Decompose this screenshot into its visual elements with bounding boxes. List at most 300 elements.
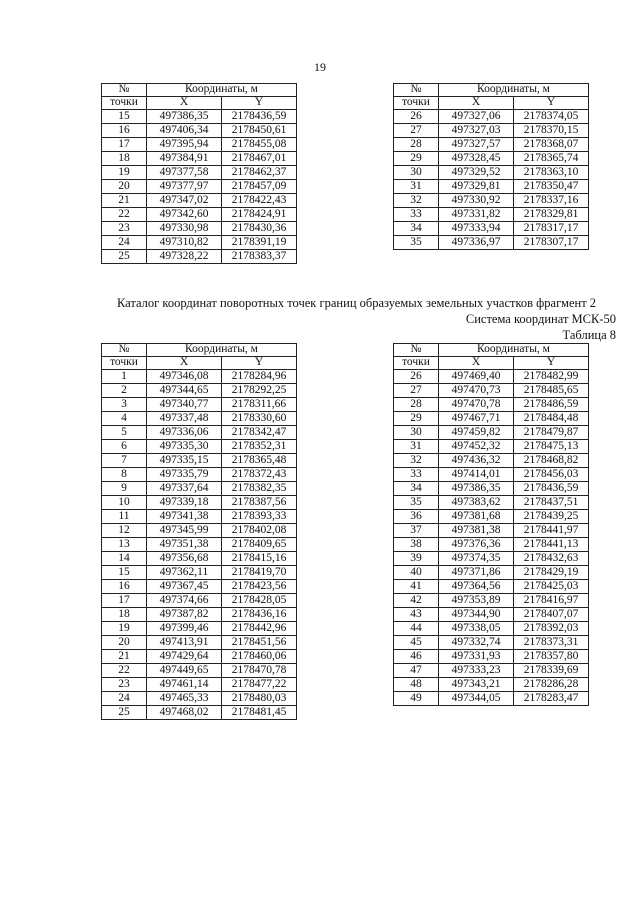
point-number: 6 xyxy=(102,440,147,454)
point-number: 32 xyxy=(394,454,439,468)
coordinate-system-label: Система координат МСК-50 xyxy=(465,312,616,326)
coordinate-x: 497337,48 xyxy=(147,412,222,426)
table-row xyxy=(394,510,589,524)
coordinate-x: 497340,77 xyxy=(147,398,222,412)
header-y: Y xyxy=(222,357,297,370)
coordinate-x: 497381,68 xyxy=(439,510,514,524)
coordinate-y: 2178451,56 xyxy=(222,636,297,650)
coordinate-x: 497386,35 xyxy=(147,110,222,124)
coordinate-y: 2178402,08 xyxy=(222,524,297,538)
coordinate-y: 2178477,22 xyxy=(222,678,297,692)
point-number: 22 xyxy=(102,664,147,678)
coordinate-x: 497335,30 xyxy=(147,440,222,454)
coordinate-y: 2178442,96 xyxy=(222,622,297,636)
coordinate-y: 2178424,91 xyxy=(222,208,297,222)
header-coordinates: Координаты, м xyxy=(147,344,297,357)
coordinate-y: 2178441,13 xyxy=(514,538,589,552)
table-row xyxy=(102,398,297,412)
table-header-row xyxy=(102,357,297,370)
coordinate-y: 2178428,05 xyxy=(222,594,297,608)
table-row xyxy=(102,384,297,398)
coordinate-x: 497395,94 xyxy=(147,138,222,152)
point-number: 45 xyxy=(394,636,439,650)
point-number: 16 xyxy=(102,124,147,138)
table-row xyxy=(102,636,297,650)
coordinate-y: 2178391,19 xyxy=(222,236,297,250)
coordinate-y: 2178460,06 xyxy=(222,650,297,664)
coordinate-x: 497452,32 xyxy=(439,440,514,454)
point-number: 40 xyxy=(394,566,439,580)
coordinate-y: 2178373,31 xyxy=(514,636,589,650)
point-number: 4 xyxy=(102,412,147,426)
table-row xyxy=(102,510,297,524)
table-row xyxy=(394,468,589,482)
point-number: 47 xyxy=(394,664,439,678)
table-row xyxy=(102,594,297,608)
table-header-row xyxy=(394,84,589,97)
table-row xyxy=(394,482,589,496)
coordinate-x: 497367,45 xyxy=(147,580,222,594)
table-row xyxy=(102,166,297,180)
coordinate-x: 497470,73 xyxy=(439,384,514,398)
coordinate-x: 497328,22 xyxy=(147,250,222,264)
point-number: 28 xyxy=(394,138,439,152)
coordinate-x: 497449,65 xyxy=(147,664,222,678)
table-row xyxy=(394,552,589,566)
coordinate-x: 497328,45 xyxy=(439,152,514,166)
coordinate-x: 497386,35 xyxy=(439,482,514,496)
coordinate-x: 497459,82 xyxy=(439,426,514,440)
header-points: точки xyxy=(394,97,439,110)
coordinate-x: 497347,02 xyxy=(147,194,222,208)
table-row xyxy=(394,370,589,384)
table-row xyxy=(102,194,297,208)
table-header-row xyxy=(394,344,589,357)
coordinate-y: 2178382,35 xyxy=(222,482,297,496)
coordinate-x: 497364,56 xyxy=(439,580,514,594)
coordinate-x: 497436,32 xyxy=(439,454,514,468)
table-row xyxy=(102,110,297,124)
coordinate-x: 497327,03 xyxy=(439,124,514,138)
point-number: 31 xyxy=(394,180,439,194)
coordinate-x: 497338,05 xyxy=(439,622,514,636)
coordinate-y: 2178484,48 xyxy=(514,412,589,426)
table-row xyxy=(102,138,297,152)
coordinate-y: 2178425,03 xyxy=(514,580,589,594)
table-row xyxy=(102,482,297,496)
coordinate-x: 497429,64 xyxy=(147,650,222,664)
point-number: 29 xyxy=(394,152,439,166)
table-row xyxy=(394,166,589,180)
coordinate-y: 2178374,05 xyxy=(514,110,589,124)
table-row xyxy=(394,152,589,166)
coordinate-y: 2178283,47 xyxy=(514,692,589,706)
coordinate-y: 2178436,16 xyxy=(222,608,297,622)
table-row xyxy=(102,524,297,538)
table-row xyxy=(394,538,589,552)
table-row xyxy=(102,678,297,692)
coordinate-y: 2178307,17 xyxy=(514,236,589,250)
coordinate-y: 2178432,63 xyxy=(514,552,589,566)
header-x: X xyxy=(439,357,514,370)
catalog-title: Каталог координат поворотных точек границ образуемых земельных участков фрагмент 2 xyxy=(117,296,597,310)
coordinate-y: 2178330,60 xyxy=(222,412,297,426)
coordinate-x: 497343,21 xyxy=(439,678,514,692)
point-number: 13 xyxy=(102,538,147,552)
coordinate-y: 2178337,16 xyxy=(514,194,589,208)
header-coordinates: Координаты, м xyxy=(439,344,589,357)
point-number: 35 xyxy=(394,496,439,510)
point-number: 33 xyxy=(394,208,439,222)
point-number: 3 xyxy=(102,398,147,412)
coordinate-x: 497310,82 xyxy=(147,236,222,250)
coordinate-x: 497469,40 xyxy=(439,370,514,384)
coordinate-y: 2178365,48 xyxy=(222,454,297,468)
point-number: 21 xyxy=(102,194,147,208)
point-number: 15 xyxy=(102,566,147,580)
point-number: 11 xyxy=(102,510,147,524)
coordinate-y: 2178416,97 xyxy=(514,594,589,608)
table-row xyxy=(102,208,297,222)
point-number: 46 xyxy=(394,650,439,664)
page-number: 19 xyxy=(314,60,326,74)
coordinate-x: 497351,38 xyxy=(147,538,222,552)
point-number: 29 xyxy=(394,412,439,426)
point-number: 20 xyxy=(102,180,147,194)
coordinate-x: 497384,91 xyxy=(147,152,222,166)
coordinate-x: 497336,97 xyxy=(439,236,514,250)
coordinate-x: 497329,81 xyxy=(439,180,514,194)
header-number: № xyxy=(102,344,147,357)
table-row xyxy=(394,384,589,398)
coordinate-x: 497337,64 xyxy=(147,482,222,496)
coordinates-table-1 xyxy=(101,83,297,264)
coordinate-x: 497344,65 xyxy=(147,384,222,398)
point-number: 48 xyxy=(394,678,439,692)
coordinate-x: 497399,46 xyxy=(147,622,222,636)
coordinate-x: 497353,89 xyxy=(439,594,514,608)
table-row xyxy=(102,426,297,440)
table-row xyxy=(394,650,589,664)
coordinate-y: 2178286,28 xyxy=(514,678,589,692)
point-number: 41 xyxy=(394,580,439,594)
point-number: 15 xyxy=(102,110,147,124)
header-number: № xyxy=(394,84,439,97)
point-number: 27 xyxy=(394,384,439,398)
table-row xyxy=(394,124,589,138)
table-row xyxy=(394,440,589,454)
point-number: 49 xyxy=(394,692,439,706)
coordinate-x: 497344,05 xyxy=(439,692,514,706)
coordinate-x: 497470,78 xyxy=(439,398,514,412)
header-coordinates: Координаты, м xyxy=(147,84,297,97)
table-row xyxy=(102,370,297,384)
header-coordinates: Координаты, м xyxy=(439,84,589,97)
header-x: X xyxy=(439,97,514,110)
point-number: 43 xyxy=(394,608,439,622)
coordinate-x: 497327,57 xyxy=(439,138,514,152)
header-number: № xyxy=(394,344,439,357)
coordinate-y: 2178372,43 xyxy=(222,468,297,482)
table-row xyxy=(394,496,589,510)
table-row xyxy=(102,236,297,250)
coordinate-x: 497333,94 xyxy=(439,222,514,236)
table-row xyxy=(102,412,297,426)
table-row xyxy=(102,692,297,706)
table-header-row xyxy=(102,84,297,97)
point-number: 38 xyxy=(394,538,439,552)
coordinate-y: 2178470,78 xyxy=(222,664,297,678)
coordinate-y: 2178393,33 xyxy=(222,510,297,524)
coordinate-y: 2178365,74 xyxy=(514,152,589,166)
coordinate-x: 497336,06 xyxy=(147,426,222,440)
table-row xyxy=(394,622,589,636)
coordinate-y: 2178317,17 xyxy=(514,222,589,236)
coordinate-x: 497333,23 xyxy=(439,664,514,678)
coordinate-y: 2178370,15 xyxy=(514,124,589,138)
coordinate-y: 2178329,81 xyxy=(514,208,589,222)
point-number: 18 xyxy=(102,608,147,622)
point-number: 27 xyxy=(394,124,439,138)
header-y: Y xyxy=(514,97,589,110)
table-row xyxy=(102,566,297,580)
point-number: 23 xyxy=(102,222,147,236)
coordinate-y: 2178439,25 xyxy=(514,510,589,524)
table-row xyxy=(394,236,589,250)
point-number: 10 xyxy=(102,496,147,510)
point-number: 7 xyxy=(102,454,147,468)
coordinate-y: 2178462,37 xyxy=(222,166,297,180)
point-number: 26 xyxy=(394,110,439,124)
coordinate-y: 2178284,96 xyxy=(222,370,297,384)
point-number: 25 xyxy=(102,706,147,720)
coordinate-x: 497381,38 xyxy=(439,524,514,538)
table-row xyxy=(102,152,297,166)
coordinate-x: 497376,36 xyxy=(439,538,514,552)
coordinate-y: 2178292,25 xyxy=(222,384,297,398)
coordinate-x: 497413,91 xyxy=(147,636,222,650)
table-row xyxy=(394,412,589,426)
coordinate-x: 497371,86 xyxy=(439,566,514,580)
coordinate-x: 497344,90 xyxy=(439,608,514,622)
coordinate-x: 497468,02 xyxy=(147,706,222,720)
coordinates-table-3 xyxy=(101,343,297,720)
coordinate-y: 2178480,03 xyxy=(222,692,297,706)
table-row xyxy=(394,692,589,706)
coordinate-y: 2178436,59 xyxy=(222,110,297,124)
table-row xyxy=(394,398,589,412)
point-number: 36 xyxy=(394,510,439,524)
point-number: 14 xyxy=(102,552,147,566)
coordinate-x: 497335,79 xyxy=(147,468,222,482)
coordinate-x: 497346,08 xyxy=(147,370,222,384)
table-row xyxy=(394,222,589,236)
coordinate-y: 2178437,51 xyxy=(514,496,589,510)
coordinate-x: 497330,98 xyxy=(147,222,222,236)
point-number: 30 xyxy=(394,166,439,180)
coordinate-x: 497374,35 xyxy=(439,552,514,566)
table-row xyxy=(394,208,589,222)
table-header-row xyxy=(102,344,297,357)
coordinate-x: 497341,38 xyxy=(147,510,222,524)
point-number: 19 xyxy=(102,622,147,636)
coordinate-x: 497329,52 xyxy=(439,166,514,180)
coordinate-y: 2178481,45 xyxy=(222,706,297,720)
table-row xyxy=(394,426,589,440)
table-row xyxy=(102,622,297,636)
table-row xyxy=(102,222,297,236)
coordinate-x: 497465,33 xyxy=(147,692,222,706)
point-number: 34 xyxy=(394,482,439,496)
table-row xyxy=(102,538,297,552)
coordinate-y: 2178467,01 xyxy=(222,152,297,166)
table-row xyxy=(102,180,297,194)
point-number: 34 xyxy=(394,222,439,236)
table-row xyxy=(102,496,297,510)
table-row xyxy=(102,650,297,664)
coordinate-x: 497342,60 xyxy=(147,208,222,222)
coordinate-y: 2178352,31 xyxy=(222,440,297,454)
table-header-row xyxy=(394,357,589,370)
header-points: точки xyxy=(394,357,439,370)
coordinate-y: 2178441,97 xyxy=(514,524,589,538)
point-number: 30 xyxy=(394,426,439,440)
coordinate-x: 497331,82 xyxy=(439,208,514,222)
coordinate-x: 497339,18 xyxy=(147,496,222,510)
coordinate-y: 2178456,03 xyxy=(514,468,589,482)
table-row xyxy=(102,608,297,622)
coordinate-y: 2178485,65 xyxy=(514,384,589,398)
coordinates-table-2 xyxy=(393,83,589,250)
coordinate-y: 2178423,56 xyxy=(222,580,297,594)
coordinate-y: 2178419,70 xyxy=(222,566,297,580)
point-number: 5 xyxy=(102,426,147,440)
header-x: X xyxy=(147,97,222,110)
header-points: точки xyxy=(102,357,147,370)
point-number: 35 xyxy=(394,236,439,250)
coordinate-y: 2178363,10 xyxy=(514,166,589,180)
coordinate-y: 2178311,66 xyxy=(222,398,297,412)
coordinate-y: 2178450,61 xyxy=(222,124,297,138)
coordinate-y: 2178342,47 xyxy=(222,426,297,440)
coordinate-y: 2178436,59 xyxy=(514,482,589,496)
coordinate-y: 2178486,59 xyxy=(514,398,589,412)
table-row xyxy=(102,454,297,468)
coordinates-table-4 xyxy=(393,343,589,706)
coordinate-y: 2178368,07 xyxy=(514,138,589,152)
coordinate-x: 497356,68 xyxy=(147,552,222,566)
coordinate-x: 497406,34 xyxy=(147,124,222,138)
coordinate-x: 497345,99 xyxy=(147,524,222,538)
point-number: 25 xyxy=(102,250,147,264)
point-number: 24 xyxy=(102,236,147,250)
coordinate-y: 2178482,99 xyxy=(514,370,589,384)
coordinate-x: 497331,93 xyxy=(439,650,514,664)
point-number: 16 xyxy=(102,580,147,594)
coordinate-y: 2178457,09 xyxy=(222,180,297,194)
table-row xyxy=(394,180,589,194)
table-row xyxy=(102,250,297,264)
point-number: 24 xyxy=(102,692,147,706)
header-number: № xyxy=(102,84,147,97)
point-number: 39 xyxy=(394,552,439,566)
table-row xyxy=(102,552,297,566)
table-row xyxy=(394,454,589,468)
table-row xyxy=(394,608,589,622)
table-row xyxy=(102,580,297,594)
point-number: 44 xyxy=(394,622,439,636)
header-y: Y xyxy=(514,357,589,370)
point-number: 22 xyxy=(102,208,147,222)
table-header-row xyxy=(394,97,589,110)
coordinate-y: 2178429,19 xyxy=(514,566,589,580)
point-number: 21 xyxy=(102,650,147,664)
point-number: 32 xyxy=(394,194,439,208)
coordinate-x: 497377,97 xyxy=(147,180,222,194)
coordinate-y: 2178409,65 xyxy=(222,538,297,552)
table-row xyxy=(394,194,589,208)
table-row xyxy=(102,440,297,454)
coordinate-y: 2178357,80 xyxy=(514,650,589,664)
coordinate-y: 2178455,08 xyxy=(222,138,297,152)
coordinate-x: 497461,14 xyxy=(147,678,222,692)
point-number: 28 xyxy=(394,398,439,412)
point-number: 2 xyxy=(102,384,147,398)
point-number: 23 xyxy=(102,678,147,692)
table-row xyxy=(394,566,589,580)
point-number: 9 xyxy=(102,482,147,496)
coordinate-x: 497387,82 xyxy=(147,608,222,622)
point-number: 33 xyxy=(394,468,439,482)
point-number: 26 xyxy=(394,370,439,384)
coordinate-y: 2178422,43 xyxy=(222,194,297,208)
table-row xyxy=(394,524,589,538)
point-number: 8 xyxy=(102,468,147,482)
point-number: 18 xyxy=(102,152,147,166)
table-row xyxy=(394,138,589,152)
point-number: 42 xyxy=(394,594,439,608)
coordinate-y: 2178468,82 xyxy=(514,454,589,468)
table-row xyxy=(394,110,589,124)
coordinate-x: 497383,62 xyxy=(439,496,514,510)
point-number: 37 xyxy=(394,524,439,538)
table-row xyxy=(394,678,589,692)
table-row xyxy=(394,636,589,650)
coordinate-x: 497374,66 xyxy=(147,594,222,608)
coordinate-x: 497332,74 xyxy=(439,636,514,650)
table-row xyxy=(102,468,297,482)
point-number: 31 xyxy=(394,440,439,454)
header-x: X xyxy=(147,357,222,370)
point-number: 17 xyxy=(102,138,147,152)
coordinate-x: 497467,71 xyxy=(439,412,514,426)
coordinate-y: 2178475,13 xyxy=(514,440,589,454)
coordinate-x: 497377,58 xyxy=(147,166,222,180)
table-row xyxy=(102,124,297,138)
header-points: точки xyxy=(102,97,147,110)
table-row xyxy=(394,664,589,678)
coordinate-x: 497414,01 xyxy=(439,468,514,482)
header-y: Y xyxy=(222,97,297,110)
coordinate-y: 2178383,37 xyxy=(222,250,297,264)
coordinate-x: 497327,06 xyxy=(439,110,514,124)
coordinate-y: 2178430,36 xyxy=(222,222,297,236)
coordinate-y: 2178407,07 xyxy=(514,608,589,622)
point-number: 17 xyxy=(102,594,147,608)
point-number: 1 xyxy=(102,370,147,384)
point-number: 20 xyxy=(102,636,147,650)
table-row xyxy=(394,594,589,608)
